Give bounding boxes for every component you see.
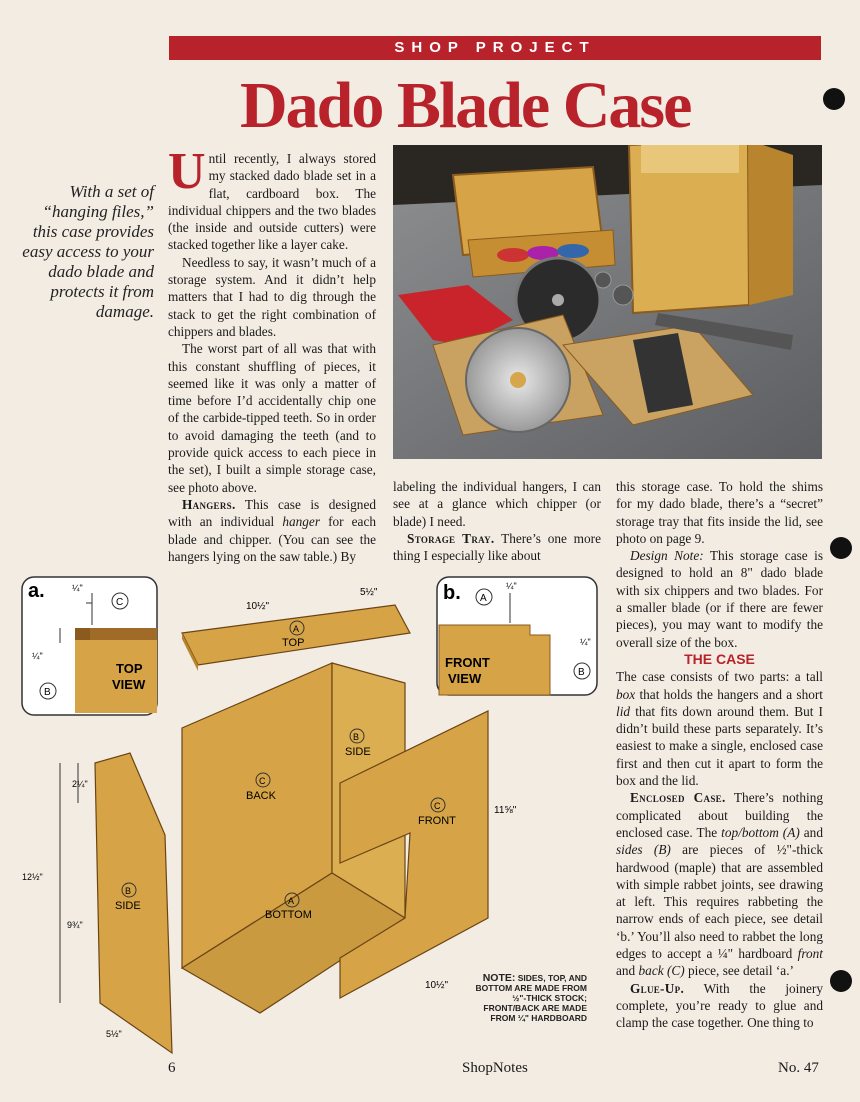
paragraph: ntil recently, I always stored my stacked dado blade set in a flat, cardboard box. The individual chippers and the two blades (the inside and outside cutters) were stacked together like a layer cake.	[168, 151, 376, 253]
binder-hole-middle	[830, 537, 852, 559]
dim-label: 5½"	[360, 587, 378, 598]
paragraph: labeling the individual hangers, I can see at a glance which chipper (or blade) I need.	[393, 479, 601, 529]
text: hanger	[282, 514, 320, 530]
dim-label: ¼"	[580, 637, 591, 647]
callout-c: C	[116, 597, 124, 608]
binder-hole-bottom	[830, 970, 852, 992]
paragraph: Needless to say, it wasn’t much of a storage system. And it didn’t help matters that I had to dig through the stack to get the right combination of chippers and blades.	[168, 254, 376, 339]
part-label: BOTTOM	[265, 909, 312, 921]
dim-label: 2¼"	[72, 779, 88, 789]
part-letter: C	[434, 801, 441, 811]
photo-dado-case	[393, 145, 822, 459]
paragraph	[616, 789, 823, 979]
dim-label: ¼"	[72, 583, 83, 593]
text: Design Note:	[630, 548, 704, 564]
dim-label: ¼"	[32, 651, 43, 661]
text: for each blade and chipper. (You can see the hangers lying on the saw table.) By	[168, 514, 376, 564]
text: This storage case is designed to hold an 8" dado blade with six chippers and two blades. For a smaller blade (or if there are fewer pieces), you may want to modify the overall size of the box.	[616, 548, 824, 650]
text: and	[616, 963, 639, 979]
note-label: NOTE:	[482, 972, 516, 984]
detail-b	[437, 577, 597, 695]
issue-number: No. 47	[778, 1060, 819, 1076]
view-label: VIEW	[448, 671, 482, 686]
view-label: FRONT	[445, 655, 490, 670]
run-in-head: Hangers.	[182, 496, 236, 512]
callout-b: B	[44, 687, 51, 698]
pull-quote: With a set of “hanging files,” this case provides easy access to your dado blade and protects it from damage.	[22, 182, 154, 321]
article-column-2	[393, 478, 601, 564]
paragraph	[616, 668, 823, 789]
drop-cap: U	[168, 143, 206, 200]
dim-label: ¼"	[506, 581, 517, 591]
text: With the joinery complete, you’re ready to glue and clamp the case together. One thing to	[616, 980, 823, 1031]
callout-a: A	[480, 593, 487, 604]
view-label: TOP	[116, 661, 143, 676]
text: back (C)	[638, 963, 685, 979]
dim-label: 10½"	[246, 601, 270, 612]
text: piece, see detail ‘a.’	[684, 963, 794, 979]
binder-hole-top	[823, 88, 845, 110]
part-top	[182, 587, 410, 671]
text: There’s nothing complicated about building the enclosed case. The	[616, 790, 823, 840]
text: sides (B)	[616, 842, 671, 858]
detail-a	[22, 577, 157, 715]
article-column-1	[168, 143, 376, 565]
dim-label: 11⅝"	[494, 805, 517, 816]
run-in-head: Glue-Up.	[630, 980, 685, 996]
detail-b-letter: b.	[443, 582, 461, 604]
dim-label: 10½"	[425, 980, 449, 991]
paragraph	[616, 547, 823, 651]
magazine-name: ShopNotes	[462, 1060, 528, 1076]
text: that fits down around them. But I didn’t build these parts separately. It’s easiest to make a single, enclosed case first and then cut it apart to form the box and the lid.	[616, 703, 823, 789]
dim-label: 9¾"	[67, 920, 83, 930]
section-banner: SHOP PROJECT	[169, 36, 821, 60]
callout-b: B	[578, 667, 585, 678]
detail-a-letter: a.	[28, 580, 45, 602]
run-in-head: Storage Tray.	[407, 530, 495, 546]
note-text: SIDES, TOP, AND BOTTOM ARE MADE FROM ½"-THICK STOCK; FRONT/BACK ARE MADE FROM ¼" HARDBOARD	[475, 973, 587, 1023]
part-side-left	[22, 753, 172, 1053]
text: top/bottom (A)	[721, 824, 800, 840]
section-heading: THE CASE	[684, 650, 755, 667]
page-number: 6	[168, 1060, 176, 1076]
part-label: BACK	[246, 790, 276, 802]
photo-illustration	[393, 145, 822, 459]
page-title: Dado Blade Case	[240, 69, 691, 142]
text: This case is designed with an individual	[168, 496, 376, 530]
paragraph: this storage case. To hold the shims for my dado blade, there’s a “secret” storage tray that fits inside the lid, see photo on page 9.	[616, 479, 823, 546]
article-column-3	[616, 478, 823, 1032]
text: The case consists of two parts: a tall	[616, 669, 823, 685]
part-letter: B	[125, 886, 132, 896]
text: box	[616, 686, 636, 702]
paragraph	[616, 980, 823, 1032]
paragraph	[168, 496, 376, 565]
text: that holds the hangers and a short	[635, 686, 823, 702]
part-letter: B	[353, 732, 360, 742]
paragraph	[393, 530, 601, 565]
dim-label: 12½"	[22, 872, 43, 882]
part-letter: A	[288, 896, 295, 906]
view-label: VIEW	[112, 677, 146, 692]
dim-label: 5½"	[106, 1029, 122, 1039]
run-in-head: Enclosed Case.	[630, 790, 726, 806]
part-label: FRONT	[418, 815, 456, 827]
part-letter: A	[293, 624, 300, 634]
text: are pieces of ½"-thick hardwood (maple) that are assembled with simple rabbet joints, see drawing at left. This requires rabbeting the narrow ends of each piece, see detail ‘b.’ You’ll also need to rabbet the long edges to accept a ¼" hardboard	[616, 842, 823, 962]
text: front	[797, 946, 823, 962]
part-label: TOP	[282, 637, 305, 649]
text: There’s one more thing I especially like about	[393, 530, 602, 564]
paragraph: The worst part of all was that with this constant shuffling of pieces, it seemed like it was only a matter of time before I’d accidentally chip one of the carbide-tipped teeth. So in order to avoid damaging the teeth (and to provide quick access to each piece in the set), I built a simple storage case, see photo above.	[168, 341, 376, 495]
part-label: SIDE	[115, 900, 141, 912]
part-label: SIDE	[345, 746, 371, 758]
drawing-note	[462, 973, 587, 1023]
text: lid	[616, 703, 631, 719]
part-letter: C	[259, 776, 266, 786]
text: and	[799, 824, 823, 840]
